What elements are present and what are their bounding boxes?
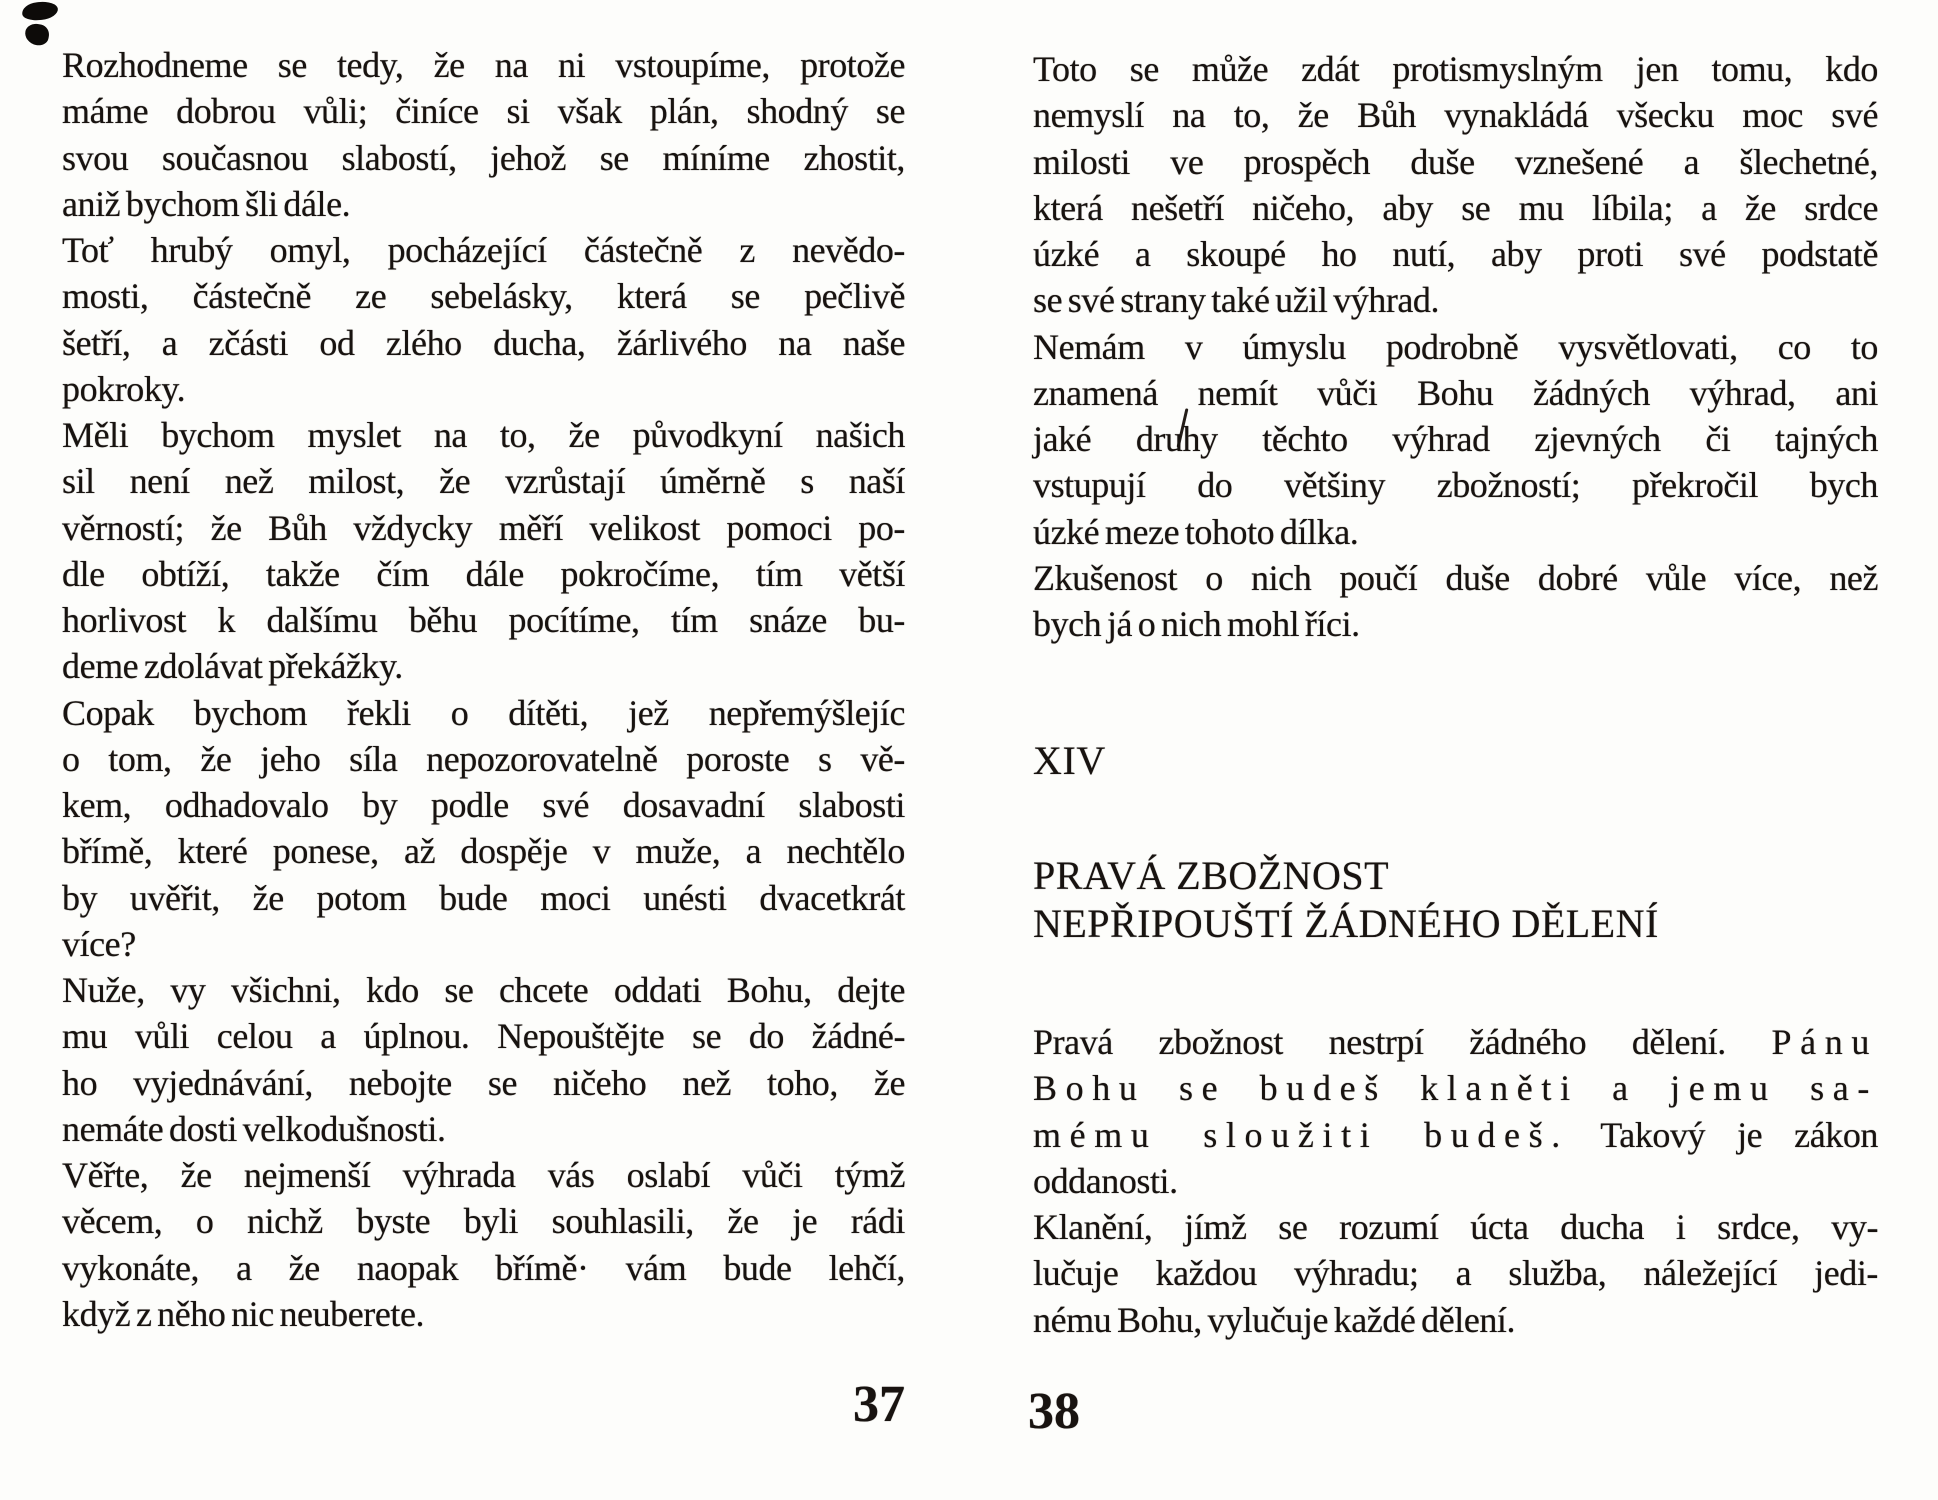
- paragraph: [62, 1152, 905, 1337]
- text-line: máme dobrou vůli; činíce si však plán, shodný se: [62, 91, 905, 132]
- text-line: milosti ve prospěch duše vznešené a šlechetné,: [1033, 141, 1878, 182]
- paragraph: [62, 967, 905, 1152]
- text-line: se své strany také užil výhrad.: [1033, 280, 1440, 321]
- text-line: Nuže, vy všichni, kdo se chcete oddati Bohu, dejte: [62, 970, 905, 1010]
- text-line: Věřte, že nejmenší výhrada vás oslabí vůči týmž: [62, 1155, 905, 1195]
- text-line: šetří, a zčásti od zlého ducha, žárlivého na naše: [62, 322, 905, 363]
- paragraph: [1033, 46, 1878, 324]
- text-line: břímě, které ponese, až dospěje v muže, a nechtělo: [62, 831, 905, 872]
- text-line: mu vůli celou a úplnou. Nepouštějte se do žádné-: [62, 1016, 905, 1057]
- text-line: [1033, 1112, 1878, 1158]
- text-line: bych já o nich mohl říci.: [1033, 604, 1360, 644]
- text-line: Klanění, jímž se rozumí úcta ducha i srdce, vy-: [1033, 1207, 1878, 1247]
- paragraph: [62, 227, 905, 412]
- text-segment: Pravá zbožnost nestrpí žádného dělení.: [1033, 1022, 1772, 1062]
- paragraph: [1033, 555, 1878, 648]
- text-line: znamená nemít vůči Bohu žádných výhrad, ani: [1033, 372, 1878, 413]
- text-line: nemáte dosti velkodušnosti.: [62, 1108, 446, 1149]
- text-line: lučuje každou výhradu; a služba, náležející jedi-: [1033, 1253, 1878, 1294]
- text-line: která nešetří ničeho, aby se mu líbila; a že srdce: [1033, 187, 1878, 228]
- ink-smudge: [23, 22, 51, 48]
- text-line: mosti, částečně ze sebelásky, která se pečlivě: [62, 276, 905, 317]
- text-line: dle obtíží, takže čím dále pokročíme, tím větší: [62, 553, 905, 594]
- text-line: pokroky.: [62, 368, 186, 409]
- text-line: vykonáte, a že naopak břímě· vám bude lehčí,: [62, 1247, 905, 1288]
- paragraph: [1033, 324, 1878, 555]
- text-line: úzké meze tohoto dílka.: [1033, 511, 1359, 552]
- text-line: horlivost k dalšímu běhu pocítíme, tím snáze bu-: [62, 600, 905, 640]
- paragraph: [1033, 1019, 1878, 1204]
- text-line: věcem, o nichž byste byli souhlasili, že je rádi: [62, 1201, 905, 1242]
- text-line: Měli bychom myslet na to, že původkyní našich: [62, 415, 905, 455]
- text-line: sil není než milost, že vzrůstají úměrně s naší: [62, 461, 905, 502]
- text-line: Toto se může zdát protismyslným jen tomu, kdo: [1033, 49, 1878, 89]
- paragraph: [62, 690, 905, 968]
- right-page-text-block-bottom: [1033, 1019, 1878, 1343]
- text-line: jaké druhy těchto výhrad zjevných či tajných: [1033, 419, 1878, 459]
- ink-smudge: [21, 0, 59, 22]
- text-line: Copak bychom řekli o dítěti, jež nepřemýšlejíc: [62, 692, 905, 733]
- chapter-title-line: NEPŘIPOUŠTÍ ŽÁDNÉHO DĚLENÍ: [1033, 901, 1659, 946]
- chapter-title-line: PRAVÁ ZBOŽNOST: [1033, 853, 1390, 898]
- text-line: více?: [62, 923, 136, 964]
- right-page-text-block-top: [1033, 46, 1878, 647]
- text-line: [1033, 1065, 1878, 1111]
- text-line: Nemám v úmyslu podrobně vysvětlovati, co to: [1033, 326, 1878, 367]
- chapter-title: [1033, 852, 1659, 948]
- text-line: věrností; že Bůh vždycky měří velikost pomoci po-: [62, 507, 905, 548]
- text-line: vstupují do většiny zbožností; překročil bych: [1033, 465, 1878, 506]
- text-line: Rozhodneme se tedy, že na ni vstoupíme, protože: [62, 45, 905, 85]
- paragraph: [1033, 1204, 1878, 1343]
- page-number-right: 38: [1028, 1383, 1080, 1440]
- text-line: svou současnou slabostí, jehož se míníme zhostit,: [62, 137, 905, 178]
- text-line: ho vyjednávání, nebojte se ničeho než toho, že: [62, 1062, 905, 1103]
- text-line: [1033, 1019, 1878, 1065]
- emphasized-spaced-text: mému sloužiti budeš.: [1033, 1114, 1569, 1155]
- chapter-number: XIV: [1033, 738, 1106, 783]
- text-line: Toť hrubý omyl, pocházející částečně z nevědo-: [62, 230, 905, 270]
- text-line: deme zdolávat překážky.: [62, 646, 403, 687]
- left-page-text-block: [62, 42, 905, 1337]
- text-line: nému Bohu, vylučuje každé dělení.: [1033, 1299, 1516, 1340]
- text-line: kem, odhadovalo by podle své dosavadní slabosti: [62, 785, 905, 825]
- text-line: nemyslí na to, že Bůh vynakládá všecku moc své: [1033, 95, 1878, 136]
- text-line: aniž bychom šli dále.: [62, 183, 351, 224]
- page-number-left: 37: [853, 1376, 905, 1433]
- text-line: o tom, že jeho síla nepozorovatelně poroste s vě-: [62, 738, 905, 779]
- text-line: Zkušenost o nich poučí duše dobré vůle více, než: [1033, 557, 1878, 598]
- text-line: když z něho nic neuberete.: [62, 1293, 425, 1334]
- text-line: by uvěřit, že potom bude moci unésti dvacetkrát: [62, 877, 905, 918]
- paragraph: [62, 412, 905, 690]
- paragraph: [62, 42, 905, 227]
- emphasized-spaced-text: Bohu se budeš klaněti a jemu sa-: [1033, 1068, 1878, 1109]
- text-line: oddanosti.: [1033, 1160, 1178, 1201]
- emphasized-spaced-text: Pánu: [1771, 1022, 1878, 1062]
- text-segment: Takový je zákon: [1568, 1114, 1878, 1155]
- text-line: úzké a skoupé ho nutí, aby proti své podstatě: [1033, 234, 1878, 274]
